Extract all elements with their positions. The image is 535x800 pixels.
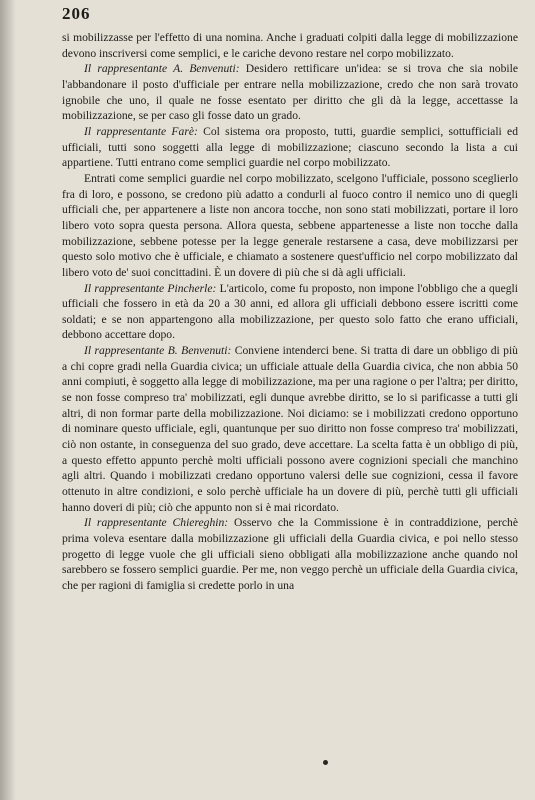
paragraph — [62, 30, 518, 61]
paragraph-text: Entrati come semplici guardie nel corpo mobilizzato, scelgono l'ufficiale, possono sceglierlo fra di loro, e possono, se credono più adatto a condurli al fuoco contro il nemico uno di quegli ufficiali che, per appartenere a liste non ancora tocche, non sono stati mobilizzati, portare il loro libero voto sopra questa persona. Allora questa, sebbene appartenesse a liste non tocche dalla mobilizzazione, sebbene potesse per la legge generale restarsene a casa, deve mobilizzarsi per questo solo motivo che è ufficiale, e chiamato a sostenere quest'ufficio nel corpo mobilizzato dal libero voto de' suoi concittadini. È un dovere di più che si dà agli ufficiali. — [62, 171, 518, 279]
ink-dot — [323, 760, 328, 765]
paragraph-text: L'articolo, come fu proposto, non impone l'obbligo che a quegli ufficiali che fossero in età da 20 a 30 anni, ed allora gli ufficiali debbono essere iscritti come soldati; e se non appartengono alla mobilizzazione, per questo solo fatto che erano ufficiali, debbono accettare dopo. — [62, 281, 518, 342]
speaker-name: Il rappresentante Pincherle: — [84, 281, 217, 295]
speaker-name: Il rappresentante Chiereghin: — [84, 516, 229, 530]
body-text — [62, 30, 518, 594]
paragraph-text: Col sistema ora proposto, tutti, guardie semplici, sottufficiali ed ufficiali, tutti sono soggetti alla legge di mobilizzazione; ciascuno secondo la lista a cui appartiene. Tutti entrano come semplici guardie nel corpo mobilizzato. — [62, 124, 518, 170]
speaker-name: Il rappresentante Farè: — [84, 124, 198, 138]
paragraph-text: Desidero rettificare un'idea: se si trova che sia nobile l'abbandonare il posto d'ufficiale per entrare nella mobilizzazione, credo che non sarà trovato ignobile che uno, il quale ne fosse esentato per diritto che gli dà la legge, accettasse la mobilizzazione, se per caso gli fosse dato un grado. — [62, 62, 518, 123]
binding-shadow — [0, 0, 16, 800]
speaker-name: Il rappresentante B. Benvenuti: — [84, 344, 232, 358]
paragraph — [62, 171, 518, 281]
paragraph-text: Osservo che la Commissione è in contraddizione, perchè prima voleva esentare dalla mobilizzazione gli ufficiali della Guardia civica, e poi nello stesso progetto di legge vuole che gli ufficiali sieno obbligati alla mobilizzazione anche quando nol sarebbero se fossero semplici guardie. Per me, non veggo perchè un ufficiale della Guardia civica, che per ragioni di famiglia si credette porlo in una — [62, 516, 518, 592]
paragraph — [62, 124, 518, 171]
paragraph — [62, 281, 518, 344]
paragraph — [62, 343, 518, 515]
paragraph — [62, 61, 518, 124]
paragraph-text: Conviene intenderci bene. Si tratta di dare un obbligo di più a chi copre gradi nella Guardia civica; un ufficiale attuale della Guardia civica, che non abbia 50 anni compiuti, è soggetto alla legge di mobilizzazione, ma per una ragione o per l'altra; per diritto, se non fosse compreso tra' mobilizzati, egli dunque avrebbe diritto, se lo si parificasse a tutti gli altri, di non formar parte della mobilizzazione. Noi diciamo: se i mobilizzati credono opportuno di nominare questo ufficiale, egli, quantunque per suo diritto non fosse compreso tra' mobilizzati, ciò non ostante, in conseguenza del suo grado, deve accettare. La scelta fatta è un obbligo di più, a questo effetto appunto perchè molti ufficiali possono avere cognizioni speciali che manchino agli altri. Quando i mobilizzati credano opportuno valersi delle sue cognizioni, cessa il favore ottenuto in altre condizioni, e solo perchè ufficiale ha un dovere di più, perchè tutti gli ufficiali hanno doveri di più; ciò che appunto non si è mai ricordato. — [62, 344, 518, 514]
page-number: 206 — [62, 4, 91, 23]
paragraph — [62, 515, 518, 593]
speaker-name: Il rappresentante A. Benvenuti: — [84, 62, 240, 76]
paragraph-text: si mobilizzasse per l'effetto di una nomina. Anche i graduati colpiti dalla legge di mobilizzazione devono inscriversi come semplici, e le cariche devono restare nel corpo mobilizzato. — [62, 31, 518, 60]
